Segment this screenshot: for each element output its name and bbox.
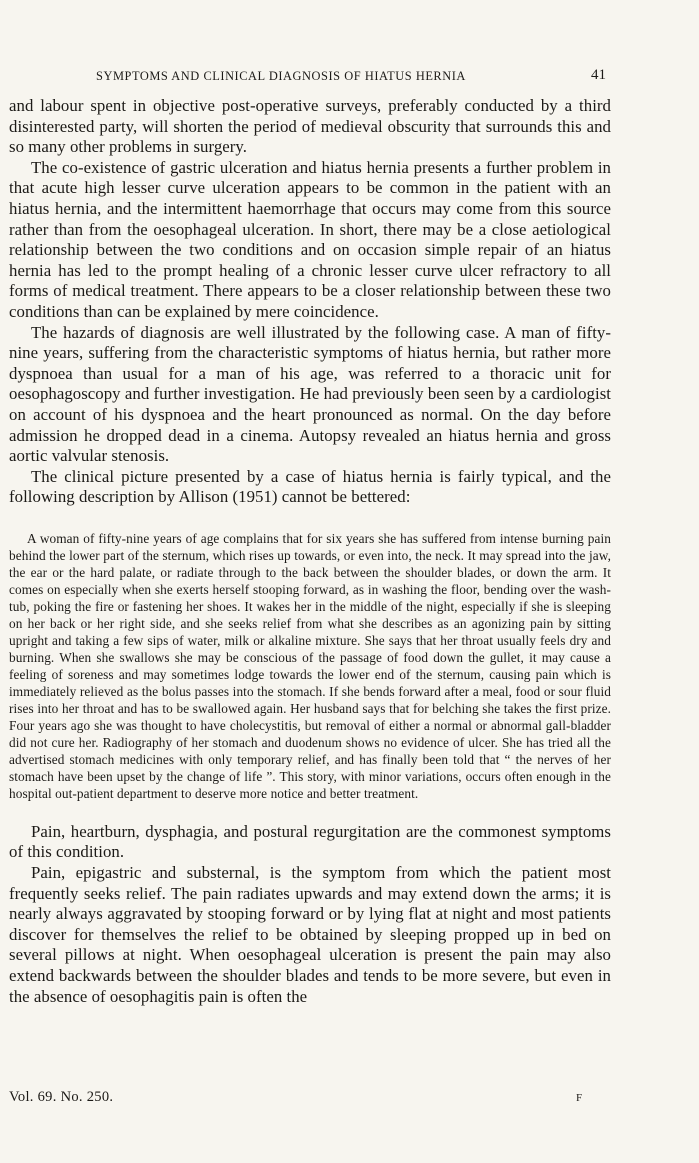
volume-number: Vol. 69. No. 250.	[9, 1089, 114, 1105]
paragraph-pain: Pain, epigastric and substernal, is the symptom from which the patient most frequently seeks relief. The pain radiates upwards and may extend down the arms; it is nearly always aggravated by stooping forward or by lying flat at night and most patients discover for themselves the relief to be obtained by sleeping propped up in bed on several pillows at night. When oesophageal ulceration is present the pain may also extend backwards between the shoulder blades and tends to be more severe, but even in the absence of oesophagitis pain is often the	[9, 863, 611, 1006]
block-quote-allison: A woman of fifty-nine years of age complains that for six years she has suffered from intense burning pain behind the lower part of the sternum, which rises up towards, or even into, the neck. It may spread into the jaw, the ear or the hard palate, or radiate through to the back between the shoulder blades, or down the arm. It comes on especially when she exerts herself stooping forward, as in washing the floor, bending over the wash-tub, poking the fire or fastening her shoes. It wakes her in the middle of the night, especially if she is sleeping on her back or her right side, and she seeks relief from what she describes as an agonizing pain by sitting upright and taking a few sips of water, milk or alkaline mixture. She says that her throat usually feels dry and burning. When she swallows she may be conscious of the passage of food down the gullet, it may cause a feeling of soreness and may sometimes lodge towards the lower end of the sternum, causing pain which is immediately relieved as the bolus passes into the stomach. If she bends forward after a meal, food or sour fluid rises into her throat and has to be swallowed again. Her husband says that for belching she takes the first prize. Four years ago she was thought to have cholecystitis, but removal of either a normal or abnormal gall-bladder did not cure her. Radiography of her stomach and duodenum shows no evidence of ulcer. She has tried all the advertised stomach medicines with only temporary relief, and has finally been told that “ the nerves of her stomach have been upset by the change of life ”. This story, with minor variations, occurs often enough in the hospital out-patient department to deserve more notice and better treatment.	[9, 530, 611, 801]
signature-mark: F	[576, 1092, 583, 1104]
page-footer	[0, 1089, 699, 1109]
running-head: SYMPTOMS AND CLINICAL DIAGNOSIS OF HIATUS HERNIA	[96, 69, 466, 83]
paragraph-clinical-picture: The clinical picture presented by a case of hiatus hernia is fairly typical, and the following description by Allison (1951) cannot be bettered:	[9, 466, 611, 507]
paragraph-symptoms: Pain, heartburn, dysphagia, and postural regurgitation are the commonest symptoms of this condition.	[9, 821, 611, 862]
paragraph-continuation: and labour spent in objective post-operative surveys, preferably conducted by a third disinterested party, will shorten the period of medieval obscurity that surrounds this and so many other problems in surgery.	[9, 96, 611, 157]
paragraph-gastric-ulceration: The co-existence of gastric ulceration and hiatus hernia presents a further problem in that acute high lesser curve ulceration appears to be common in the patient with an hiatus hernia, and the intermittent haemorrhage that occurs may come from this source rather than from the oesophageal ulceration. In short, there may be a close aetiological relationship between the two conditions and on occasion simple repair of an hiatus hernia has led to the prompt healing of a chronic lesser curve ulcer refractory to all forms of medical treatment. There appears to be a closer relationship between these two conditions than can be explained by mere coincidence.	[9, 157, 611, 321]
article-body	[9, 96, 611, 1007]
page-number: 41	[591, 67, 606, 83]
paragraph-case-report: The hazards of diagnosis are well illustrated by the following case. A man of fifty-nine years, suffering from the characteristic symptoms of hiatus hernia, but rather more dyspnoea than usual for a man of his age, was referred to a thoracic unit for oesophagoscopy and further investigation. He had previously been seen by a cardiologist on account of his dyspnoea and the heart pronounced as normal. On the day before admission he dropped dead in a cinema. Autopsy revealed an hiatus hernia and gross aortic valvular stenosis.	[9, 322, 611, 466]
page-header	[0, 69, 699, 89]
